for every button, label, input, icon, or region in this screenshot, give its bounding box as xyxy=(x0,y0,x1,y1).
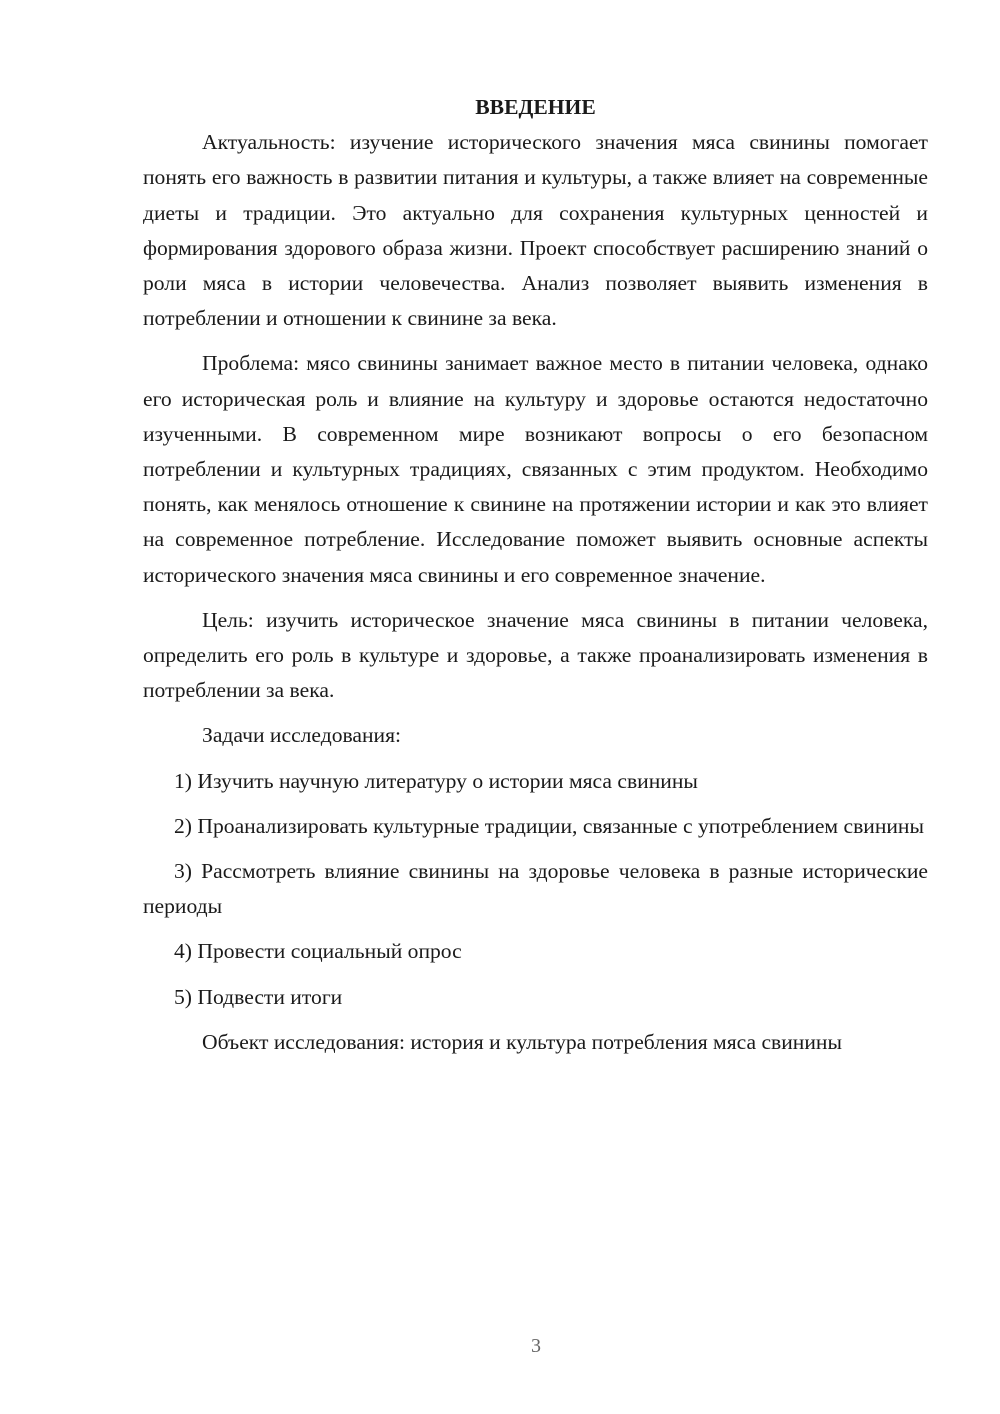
task-item-1: 1) Изучить научную литературу о истории мяса свинины xyxy=(174,768,698,793)
task-item-5: 5) Подвести итоги xyxy=(174,984,343,1009)
section-title: ВВЕДЕНИЕ xyxy=(475,95,596,119)
paragraph-problem: Проблема: мясо свинины занимает важное место в питании человека, однако его историческая роль и влияние на культуру и здоровье остаются недостаточно изученными. В современном мире возникают вопросы о его безопасном потреблении и культурных традициях, связанных с этим продуктом. Необходимо понять, как менялось отношение к свинине на протяжении истории и как это влияет на современное потребление. Исследование поможет выявить основные аспекты исторического значения мяса свинины и его современное значение. xyxy=(143,351,928,587)
page-content xyxy=(143,90,928,1070)
task-item-2: 2) Проанализировать культурные традиции, связанные с употреблением свинины xyxy=(174,813,924,838)
task-item-4: 4) Провести социальный опрос xyxy=(174,939,462,964)
page-number: 3 xyxy=(531,1335,541,1357)
task-item-3: 3) Рассмотреть влияние свинины на здоровье человека в разные исторические периоды xyxy=(143,859,928,919)
paragraph-relevance: Актуальность: изучение исторического значения мяса свинины помогает понять его важность в развитии питания и культуры, а также влияет на современные диеты и традиции. Это актуально для сохранения культурных ценностей и формирования здорового образа жизни. Проект способствует расширению знаний о роли мяса в истории человечества. Анализ позволяет выявить изменения в потреблении и отношении к свинине за века. xyxy=(143,130,928,331)
paragraph-object: Объект исследования: история и культура потребления мяса свинины xyxy=(202,1029,842,1054)
tasks-heading: Задачи исследования: xyxy=(202,723,402,748)
paragraph-goal: Цель: изучить историческое значение мяса свинины в питании человека, определить его роль в культуре и здоровье, а также проанализировать изменения в потреблении за века. xyxy=(143,607,928,703)
